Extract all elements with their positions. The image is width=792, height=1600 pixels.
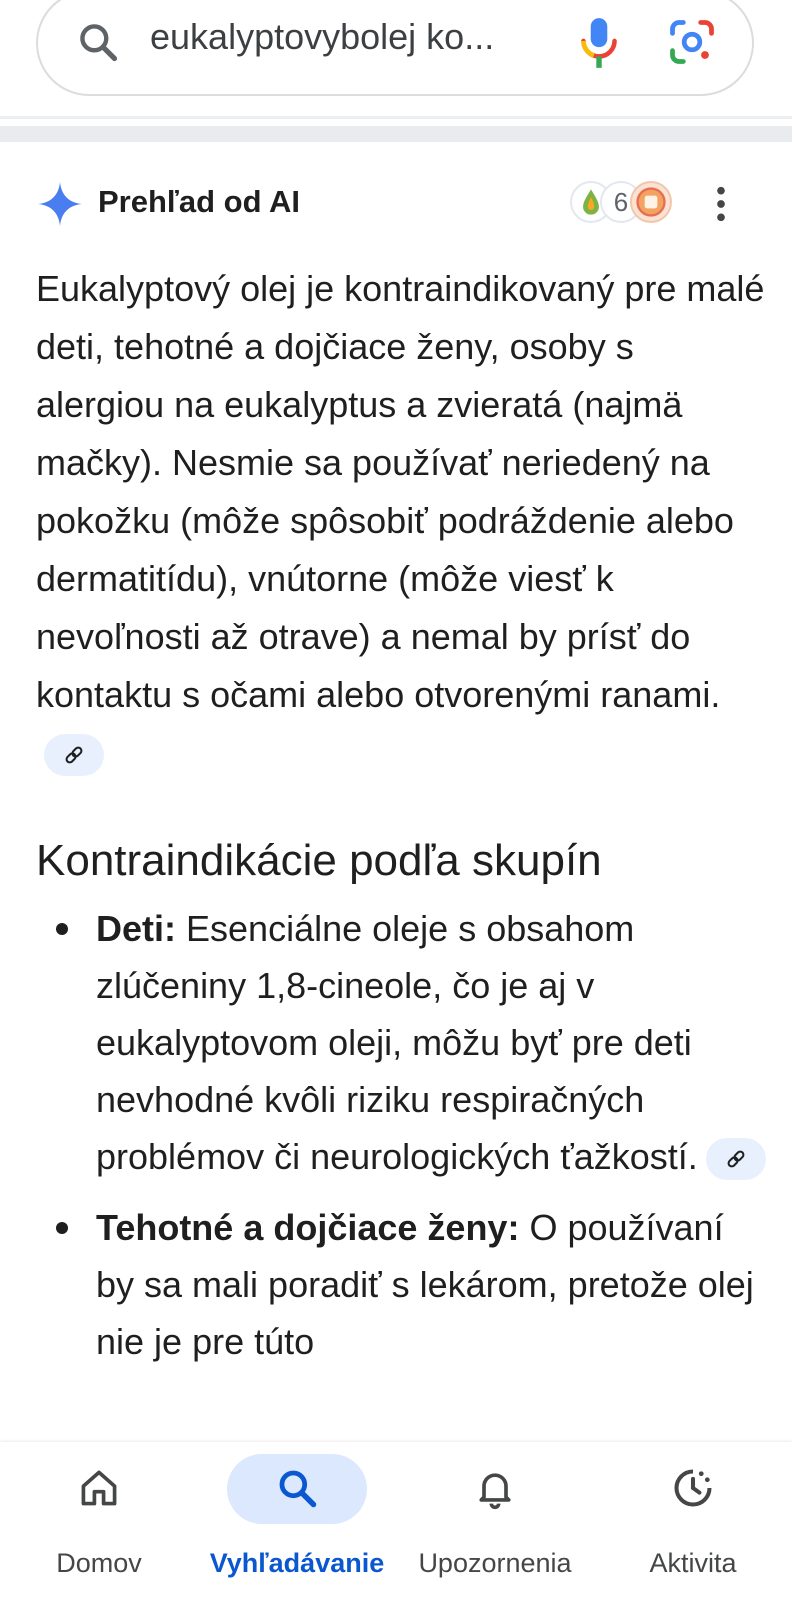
bottom-navigation xyxy=(0,1442,792,1600)
bullet-text: Esenciálne oleje s obsahom zlúčeniny 1,8-cineole, čo je aj v eukalyptovom oleji, môžu byť pre deti nevhodné kvôli riziku respiračných problémov či neurologických ťažkostí. xyxy=(96,908,698,1177)
nav-item-notifications[interactable] xyxy=(396,1442,594,1600)
section-heading: Kontraindikácie podľa skupín xyxy=(36,836,602,885)
citation-link-chip[interactable] xyxy=(706,1138,766,1180)
list-item xyxy=(96,1199,766,1370)
bell-icon xyxy=(473,1466,517,1515)
nav-label-search: Vyhľadávanie xyxy=(209,1548,385,1578)
header-divider xyxy=(0,116,792,119)
nav-label-home: Domov xyxy=(56,1548,142,1578)
bullet-label: Deti: xyxy=(96,908,176,949)
search-input[interactable]: eukalyptovybolej ko... xyxy=(150,16,495,57)
search-bar[interactable] xyxy=(36,0,754,96)
google-lens-icon[interactable] xyxy=(666,16,718,73)
nav-label-activity: Aktivita xyxy=(649,1548,737,1578)
search-icon xyxy=(275,1466,319,1515)
citation-link-chip[interactable] xyxy=(44,734,104,776)
bullet-icon xyxy=(56,923,68,935)
bullet-icon xyxy=(56,1222,68,1234)
section-separator xyxy=(0,126,792,142)
microphone-icon[interactable] xyxy=(574,14,624,77)
nav-item-home[interactable] xyxy=(0,1442,198,1600)
link-icon xyxy=(62,744,86,766)
ai-overview-title: Prehľad od AI xyxy=(98,184,300,219)
activity-icon xyxy=(671,1466,715,1515)
link-icon xyxy=(724,1148,748,1170)
more-options-icon[interactable] xyxy=(714,184,728,229)
list-item xyxy=(96,900,766,1185)
ai-overview-paragraph: Eukalyptový olej je kontraindikovaný pre malé deti, tehotné a dojčiace ženy, osoby s alergiou na eukalyptus a zvieratá (najmä mačky). Nesmie sa používať neriedený na pokožku (môže spôsobiť podráždenie alebo dermatitídu), vnútorne (môže viesť k nevoľnosti až otrave) a nemal by prísť do kontaktu s očami alebo otvorenými ranami. xyxy=(36,268,765,715)
ai-sparkle-icon xyxy=(36,180,84,233)
bullet-label: Tehotné a dojčiace ženy: xyxy=(96,1207,520,1248)
ai-overview-header xyxy=(36,180,756,228)
sources-count[interactable]: 6 xyxy=(600,181,642,223)
nav-label-notifications: Upozornenia xyxy=(418,1548,572,1578)
nav-item-activity[interactable] xyxy=(594,1442,792,1600)
search-icon[interactable] xyxy=(76,20,120,69)
ai-overview-summary xyxy=(36,260,766,782)
nav-item-search[interactable] xyxy=(198,1442,396,1600)
contraindications-list xyxy=(96,900,766,1384)
source-favicon-3[interactable] xyxy=(630,181,672,223)
home-icon xyxy=(77,1466,121,1515)
bullet-text: O používaní by sa mali poradiť s lekárom, pretože olej nie je pre túto xyxy=(96,1207,754,1362)
